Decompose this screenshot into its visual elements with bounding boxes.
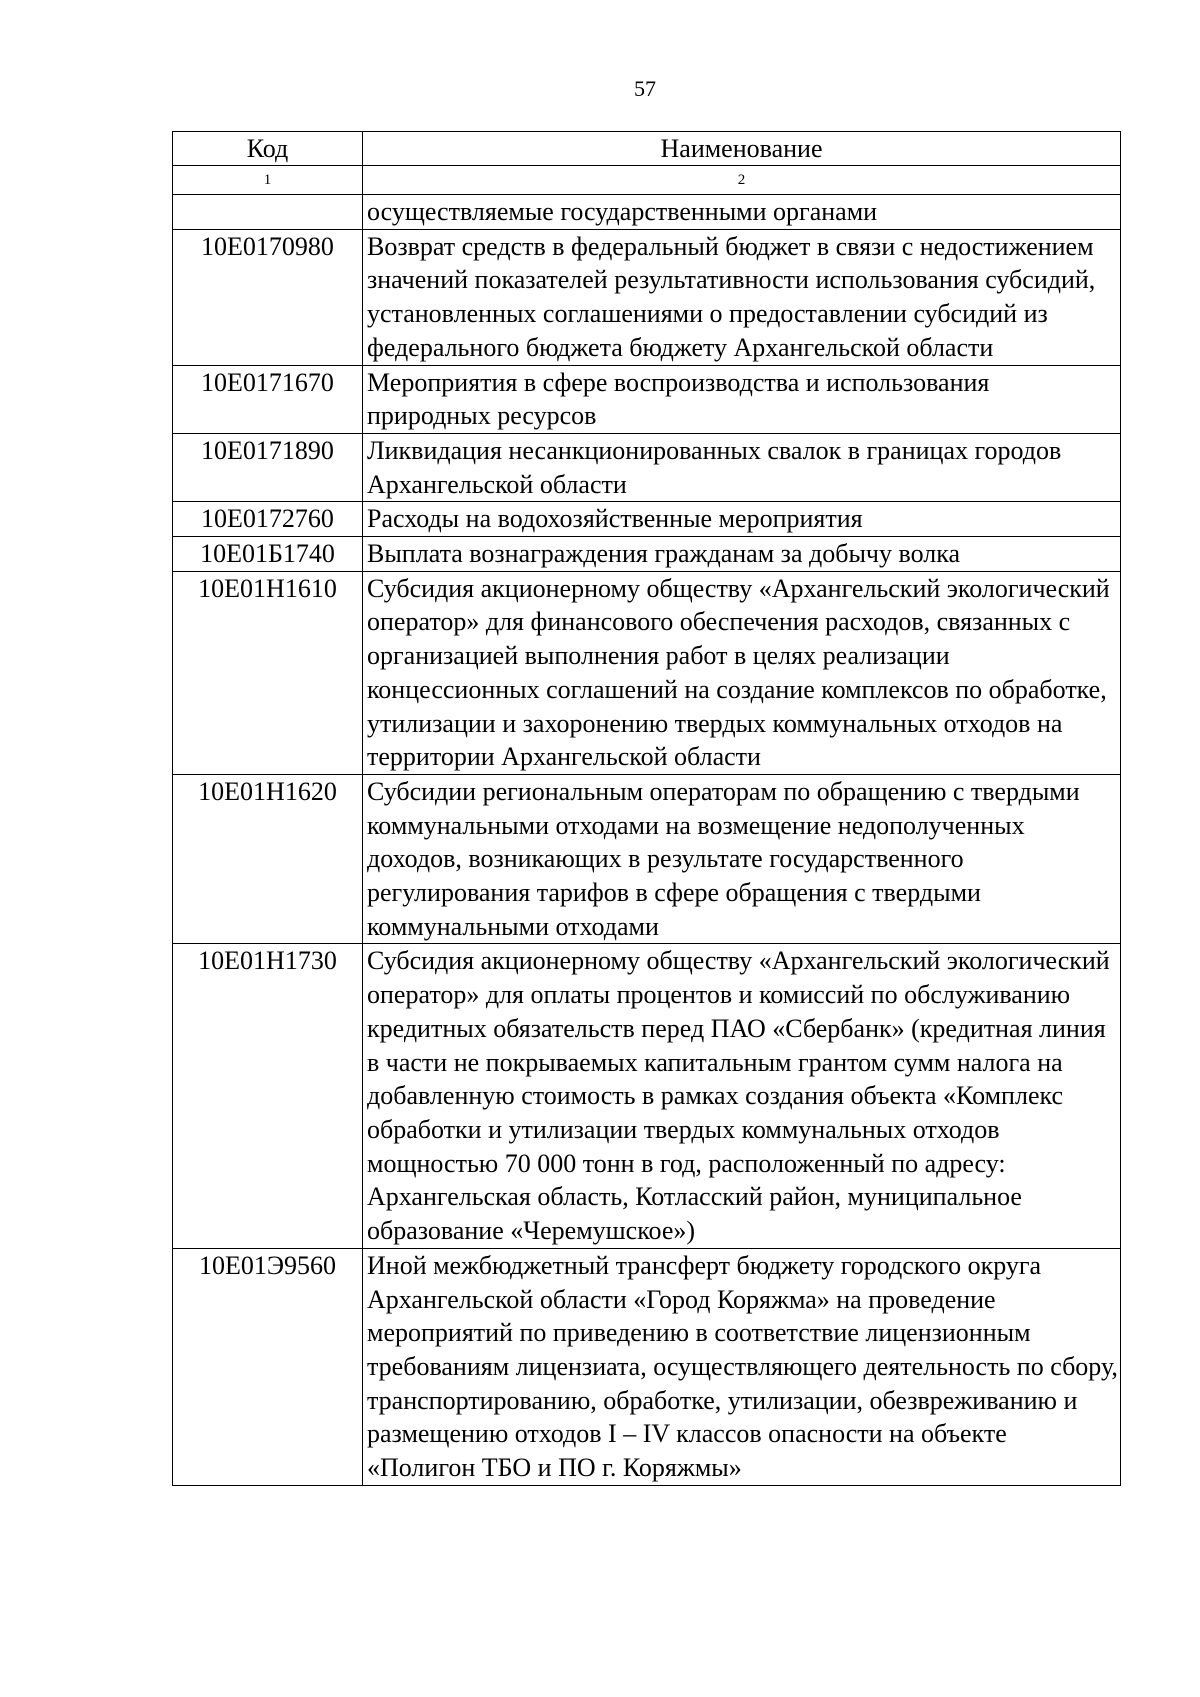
table-row xyxy=(173,195,1121,230)
row-code xyxy=(173,195,363,230)
table-row xyxy=(173,365,1121,433)
row-name: осуществляемые государственными органами xyxy=(363,195,1121,230)
row-name: Иной межбюджетный трансферт бюджету городского округа Архангельской области «Город Коряжма» на проведение мероприятий по приведению в соответствие лицензионным требованиям лицензиата, осуществляющего деятельность по сбору, транспортированию, обработке, утилизации, обезвреживанию и размещению отходов I – IV классов опасности на объекте «Полигон ТБО и ПО г. Коряжмы» xyxy=(363,1248,1121,1485)
table-row xyxy=(173,502,1121,537)
codes-table xyxy=(172,131,1121,1486)
header-name: Наименование xyxy=(363,132,1121,166)
row-code: 10Е01Н1730 xyxy=(173,944,363,1248)
table-row xyxy=(173,229,1121,365)
row-name: Возврат средств в федеральный бюджет в связи с недостижением значений показателей результативности использования субсидий, установленных соглашениями о предоставлении субсидий из федерального бюджета бюджету Архангельской области xyxy=(363,229,1121,365)
column-number-row xyxy=(173,166,1121,195)
row-code: 10Е01Н1610 xyxy=(173,571,363,774)
row-code: 10Е01Э9560 xyxy=(173,1248,363,1485)
header-code: Код xyxy=(173,132,363,166)
table-row xyxy=(173,774,1121,944)
row-name: Субсидии региональным операторам по обращению с твердыми коммунальными отходами на возмещение недополученных доходов, возникающих в результате государственного регулирования тарифов в сфере обращения с твердыми коммунальными отходами xyxy=(363,774,1121,944)
page-number: 57 xyxy=(634,76,656,101)
row-name: Выплата вознаграждения гражданам за добычу волка xyxy=(363,537,1121,572)
row-code: 10Е01Н1620 xyxy=(173,774,363,944)
column-number-name: 2 xyxy=(363,166,1121,195)
row-name: Расходы на водохозяйственные мероприятия xyxy=(363,502,1121,537)
table-row xyxy=(173,433,1121,501)
column-number-code: 1 xyxy=(173,166,363,195)
row-code: 10Е01Б1740 xyxy=(173,537,363,572)
row-code: 10Е0170980 xyxy=(173,229,363,365)
row-name: Субсидия акционерному обществу «Архангельский экологический оператор» для оплаты процентов и комиссий по обслуживанию кредитных обязательств перед ПАО «Сбербанк» (кредитная линия в части не покрываемых капитальным грантом сумм налога на добавленную стоимость в рамках создания объекта «Комплекс обработки и утилизации твердых коммунальных отходов мощностью 70 000 тонн в год, расположенный по адресу: Архангельская область, Котласский район, муниципальное образование «Черемушское») xyxy=(363,944,1121,1248)
row-name: Ликвидация несанкционированных свалок в границах городов Архангельской области xyxy=(363,433,1121,501)
row-code: 10Е0171670 xyxy=(173,365,363,433)
row-name: Субсидия акционерному обществу «Архангельский экологический оператор» для финансового обеспечения расходов, связанных с организацией выполнения работ в целях реализации концессионных соглашений на создание комплексов по обработке, утилизации и захоронению твердых коммунальных отходов на территории Архангельской области xyxy=(363,571,1121,774)
table-row xyxy=(173,944,1121,1248)
table-row xyxy=(173,1248,1121,1485)
row-code: 10Е0172760 xyxy=(173,502,363,537)
table-header-row xyxy=(173,132,1121,166)
row-code: 10Е0171890 xyxy=(173,433,363,501)
row-name: Мероприятия в сфере воспроизводства и использования природных ресурсов xyxy=(363,365,1121,433)
table-row xyxy=(173,571,1121,774)
table-row xyxy=(173,537,1121,572)
